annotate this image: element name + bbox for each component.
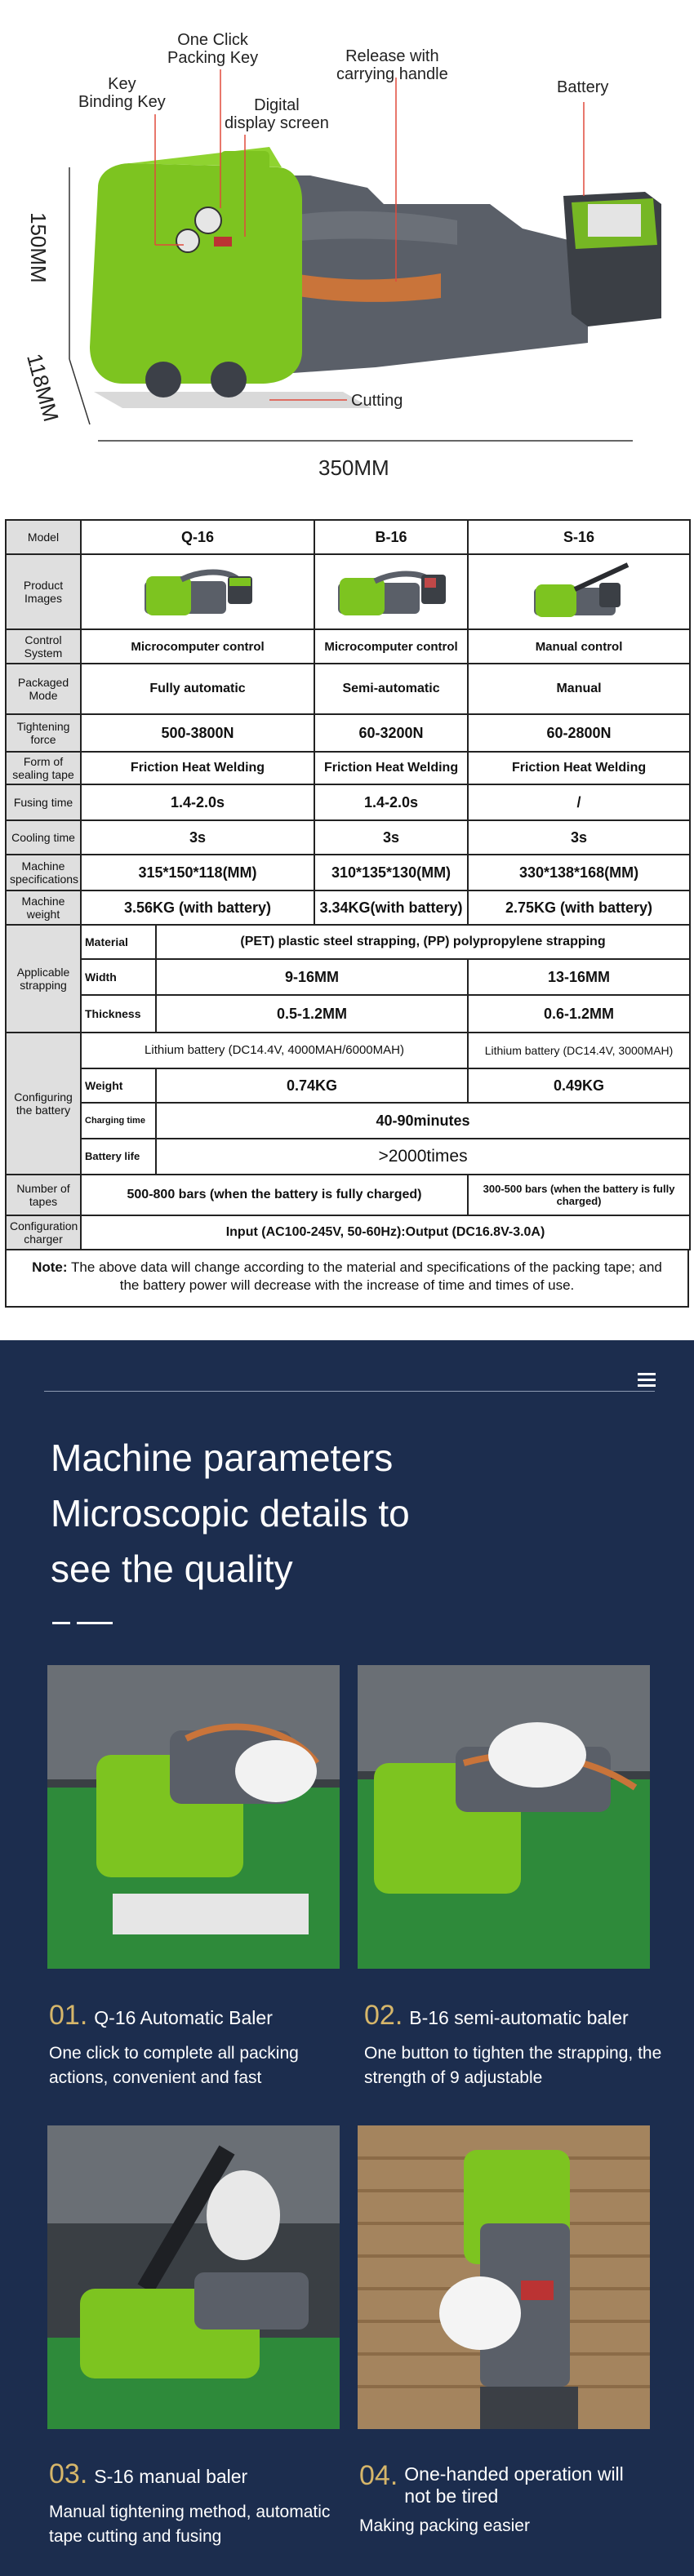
cell-packaged-mode-label: Packaged Mode	[6, 664, 81, 714]
cell-b16-control: Microcomputer control	[314, 629, 468, 664]
cell-material-label: Material	[81, 925, 156, 959]
display-screen	[214, 237, 232, 246]
row-battery-type	[6, 1033, 690, 1068]
label-battery: Battery	[557, 78, 609, 96]
row-strapping-material	[6, 925, 690, 959]
label-digital-display: Digital display screen	[225, 96, 329, 132]
caption-02-desc: One button to tighten the strapping, the strength of 9 adjustable	[364, 2044, 662, 2087]
row-charging-time	[6, 1103, 690, 1139]
cell-b16-mode: Semi-automatic	[314, 664, 468, 714]
cell-q16-weight: 3.56KG (with battery)	[81, 890, 314, 925]
cell-spec-label: Machine specifications	[6, 855, 81, 890]
row-control-system	[6, 629, 690, 664]
cell-bweight-label: Weight	[81, 1068, 156, 1103]
one-click-button	[195, 207, 221, 233]
binding-key	[176, 229, 199, 252]
row-tapes	[6, 1175, 690, 1215]
q16-product-image	[136, 560, 259, 620]
caption-02-num: 02.	[364, 2000, 403, 2031]
caption-03-desc: Manual tightening method, automatic tape cutting and fusing	[49, 2503, 331, 2546]
caption-04-num: 04.	[359, 2460, 398, 2491]
spec-table-wrap	[5, 519, 689, 1308]
cell-tapes-qb: 500-800 bars (when the battery is fully charged)	[81, 1175, 468, 1215]
cell-q16-control: Microcomputer control	[81, 629, 314, 664]
cell-bweight-qb: 0.74KG	[156, 1068, 468, 1103]
cell-q16-cooling: 3s	[81, 820, 314, 855]
label-key-binding: Key Binding Key	[78, 75, 166, 111]
dim-height: 150MM	[26, 212, 51, 283]
row-machine-weight	[6, 890, 690, 925]
title-line-1: Machine parameters	[51, 1437, 394, 1479]
caption-03	[49, 2460, 351, 2549]
photo-b16	[358, 1665, 650, 1969]
caption-04-title: One-handed operation will not be tired	[404, 2463, 624, 2507]
cell-battery-type-s: Lithium battery (DC14.4V, 3000MAH)	[468, 1033, 690, 1068]
row-machine-spec	[6, 855, 690, 890]
caption-03-title: S-16 manual baler	[94, 2466, 248, 2487]
cell-s16-cooling: 3s	[468, 820, 690, 855]
caption-01-num: 01.	[49, 2000, 88, 2031]
caption-02-title: B-16 semi-automatic baler	[409, 2007, 629, 2028]
cell-material-value: (PET) plastic steel strapping, (PP) polypropylene strapping	[156, 925, 690, 959]
cell-q16-image	[81, 554, 314, 629]
cell-b16-weight: 3.34KG(with battery)	[314, 890, 468, 925]
caption-01-title: Q-16 Automatic Baler	[94, 2007, 273, 2028]
cell-model-label: Model	[6, 520, 81, 554]
row-product-images	[6, 554, 690, 629]
green-housing	[90, 163, 302, 384]
cell-s16-mode: Manual	[468, 664, 690, 714]
section-title	[51, 1430, 622, 1597]
cell-s16-weight: 2.75KG (with battery)	[468, 890, 690, 925]
row-strapping-thickness	[6, 995, 690, 1033]
cell-q16-head: Q-16	[81, 520, 314, 554]
caption-04-desc: Making packing easier	[359, 2516, 530, 2535]
cell-s16-head: S-16	[468, 520, 690, 554]
cell-tapes-s: 300-500 bars (when the battery is fully charged)	[468, 1175, 690, 1215]
cell-battery-type-qb: Lithium battery (DC14.4V, 4000MAH/6000MAH)	[81, 1033, 468, 1068]
cell-strapping-label: Applicable strapping	[6, 925, 81, 1033]
cell-b16-fusing: 1.4-2.0s	[314, 784, 468, 820]
s16-product-image	[518, 560, 640, 620]
cell-charger-value: Input (AC100-245V, 50-60Hz):Output (DC16.8V-3.0A)	[81, 1215, 690, 1250]
cell-battery-label: Configuring the battery	[6, 1033, 81, 1175]
row-tightening-force	[6, 714, 690, 752]
cell-cooling-label: Cooling time	[6, 820, 81, 855]
cell-control-system-label: Control System	[6, 629, 81, 664]
hero-diagram	[0, 0, 694, 498]
table-note	[5, 1250, 689, 1308]
row-sealing-form	[6, 752, 690, 784]
cell-s16-control: Manual control	[468, 629, 690, 664]
cell-tapes-label: Number of tapes	[6, 1175, 81, 1215]
label-release: Release with carrying handle	[336, 47, 448, 83]
row-battery-weight	[6, 1068, 690, 1103]
cell-charger-label: Configuration charger	[6, 1215, 81, 1250]
cell-thickness-qb: 0.5-1.2MM	[156, 995, 468, 1033]
caption-04	[359, 2460, 670, 2538]
cell-bweight-s: 0.49KG	[468, 1068, 690, 1103]
cell-product-images-label: Product Images	[6, 554, 81, 629]
cell-s16-spec: 330*138*168(MM)	[468, 855, 690, 890]
cell-s16-image	[468, 554, 690, 629]
row-strapping-width	[6, 959, 690, 995]
cell-width-label: Width	[81, 959, 156, 995]
label-cutting: Cutting	[351, 392, 403, 410]
row-charger	[6, 1215, 690, 1250]
photo-handheld	[358, 2125, 650, 2429]
cell-tightening-label: Tightening force	[6, 714, 81, 752]
caption-02	[364, 2001, 666, 2090]
cell-b16-head: B-16	[314, 520, 468, 554]
cell-b16-force: 60-3200N	[314, 714, 468, 752]
cell-b16-cooling: 3s	[314, 820, 468, 855]
cell-width-qb: 9-16MM	[156, 959, 468, 995]
cell-weight-label: Machine weight	[6, 890, 81, 925]
label-one-click: One Click Packing Key	[167, 31, 259, 67]
cell-s16-fusing: /	[468, 784, 690, 820]
cell-q16-force: 500-3800N	[81, 714, 314, 752]
photo-q16	[47, 1665, 340, 1969]
blue-section	[0, 1340, 694, 2576]
dim-length: 350MM	[318, 455, 389, 480]
cell-charging-label: Charging time	[81, 1103, 156, 1139]
cell-fusing-label: Fusing time	[6, 784, 81, 820]
cell-thickness-s: 0.6-1.2MM	[468, 995, 690, 1033]
cell-q16-mode: Fully automatic	[81, 664, 314, 714]
dim-depth: 118MM	[22, 351, 64, 424]
caption-01	[49, 2001, 351, 2090]
cell-b16-sealing: Friction Heat Welding	[314, 752, 468, 784]
cell-q16-sealing: Friction Heat Welding	[81, 752, 314, 784]
cell-b16-image	[314, 554, 468, 629]
row-fusing-time	[6, 784, 690, 820]
title-dash-short	[52, 1622, 70, 1624]
title-line-2: Microscopic details to	[51, 1492, 410, 1534]
row-packaged-mode	[6, 664, 690, 714]
photo-s16	[47, 2125, 340, 2429]
title-dash-long	[77, 1622, 113, 1624]
cell-s16-force: 60-2800N	[468, 714, 690, 752]
menu-icon[interactable]	[638, 1373, 656, 1390]
cell-sealing-label: Form of sealing tape	[6, 752, 81, 784]
caption-03-num: 03.	[49, 2458, 88, 2489]
spec-table	[5, 519, 691, 1250]
cell-b16-spec: 310*135*130(MM)	[314, 855, 468, 890]
cell-thickness-label: Thickness	[81, 995, 156, 1033]
row-cooling-time	[6, 820, 690, 855]
row-model	[6, 520, 690, 554]
note-label: Note:	[32, 1259, 68, 1275]
b16-product-image	[330, 560, 452, 620]
title-line-3: see the quality	[51, 1548, 293, 1590]
cell-life-label: Battery life	[81, 1139, 156, 1175]
caption-01-desc: One click to complete all packing actions, convenient and fast	[49, 2044, 299, 2087]
row-battery-life	[6, 1139, 690, 1175]
cell-s16-sealing: Friction Heat Welding	[468, 752, 690, 784]
cell-life-value: >2000times	[156, 1139, 690, 1175]
cell-charging-value: 40-90minutes	[156, 1103, 690, 1139]
cell-q16-spec: 315*150*118(MM)	[81, 855, 314, 890]
top-divider	[44, 1391, 655, 1392]
note-text: The above data will change according to the material and specifications of the packing tape; and the battery power will decrease with the increase of time and times of use.	[67, 1259, 662, 1293]
cell-width-s: 13-16MM	[468, 959, 690, 995]
cell-q16-fusing: 1.4-2.0s	[81, 784, 314, 820]
